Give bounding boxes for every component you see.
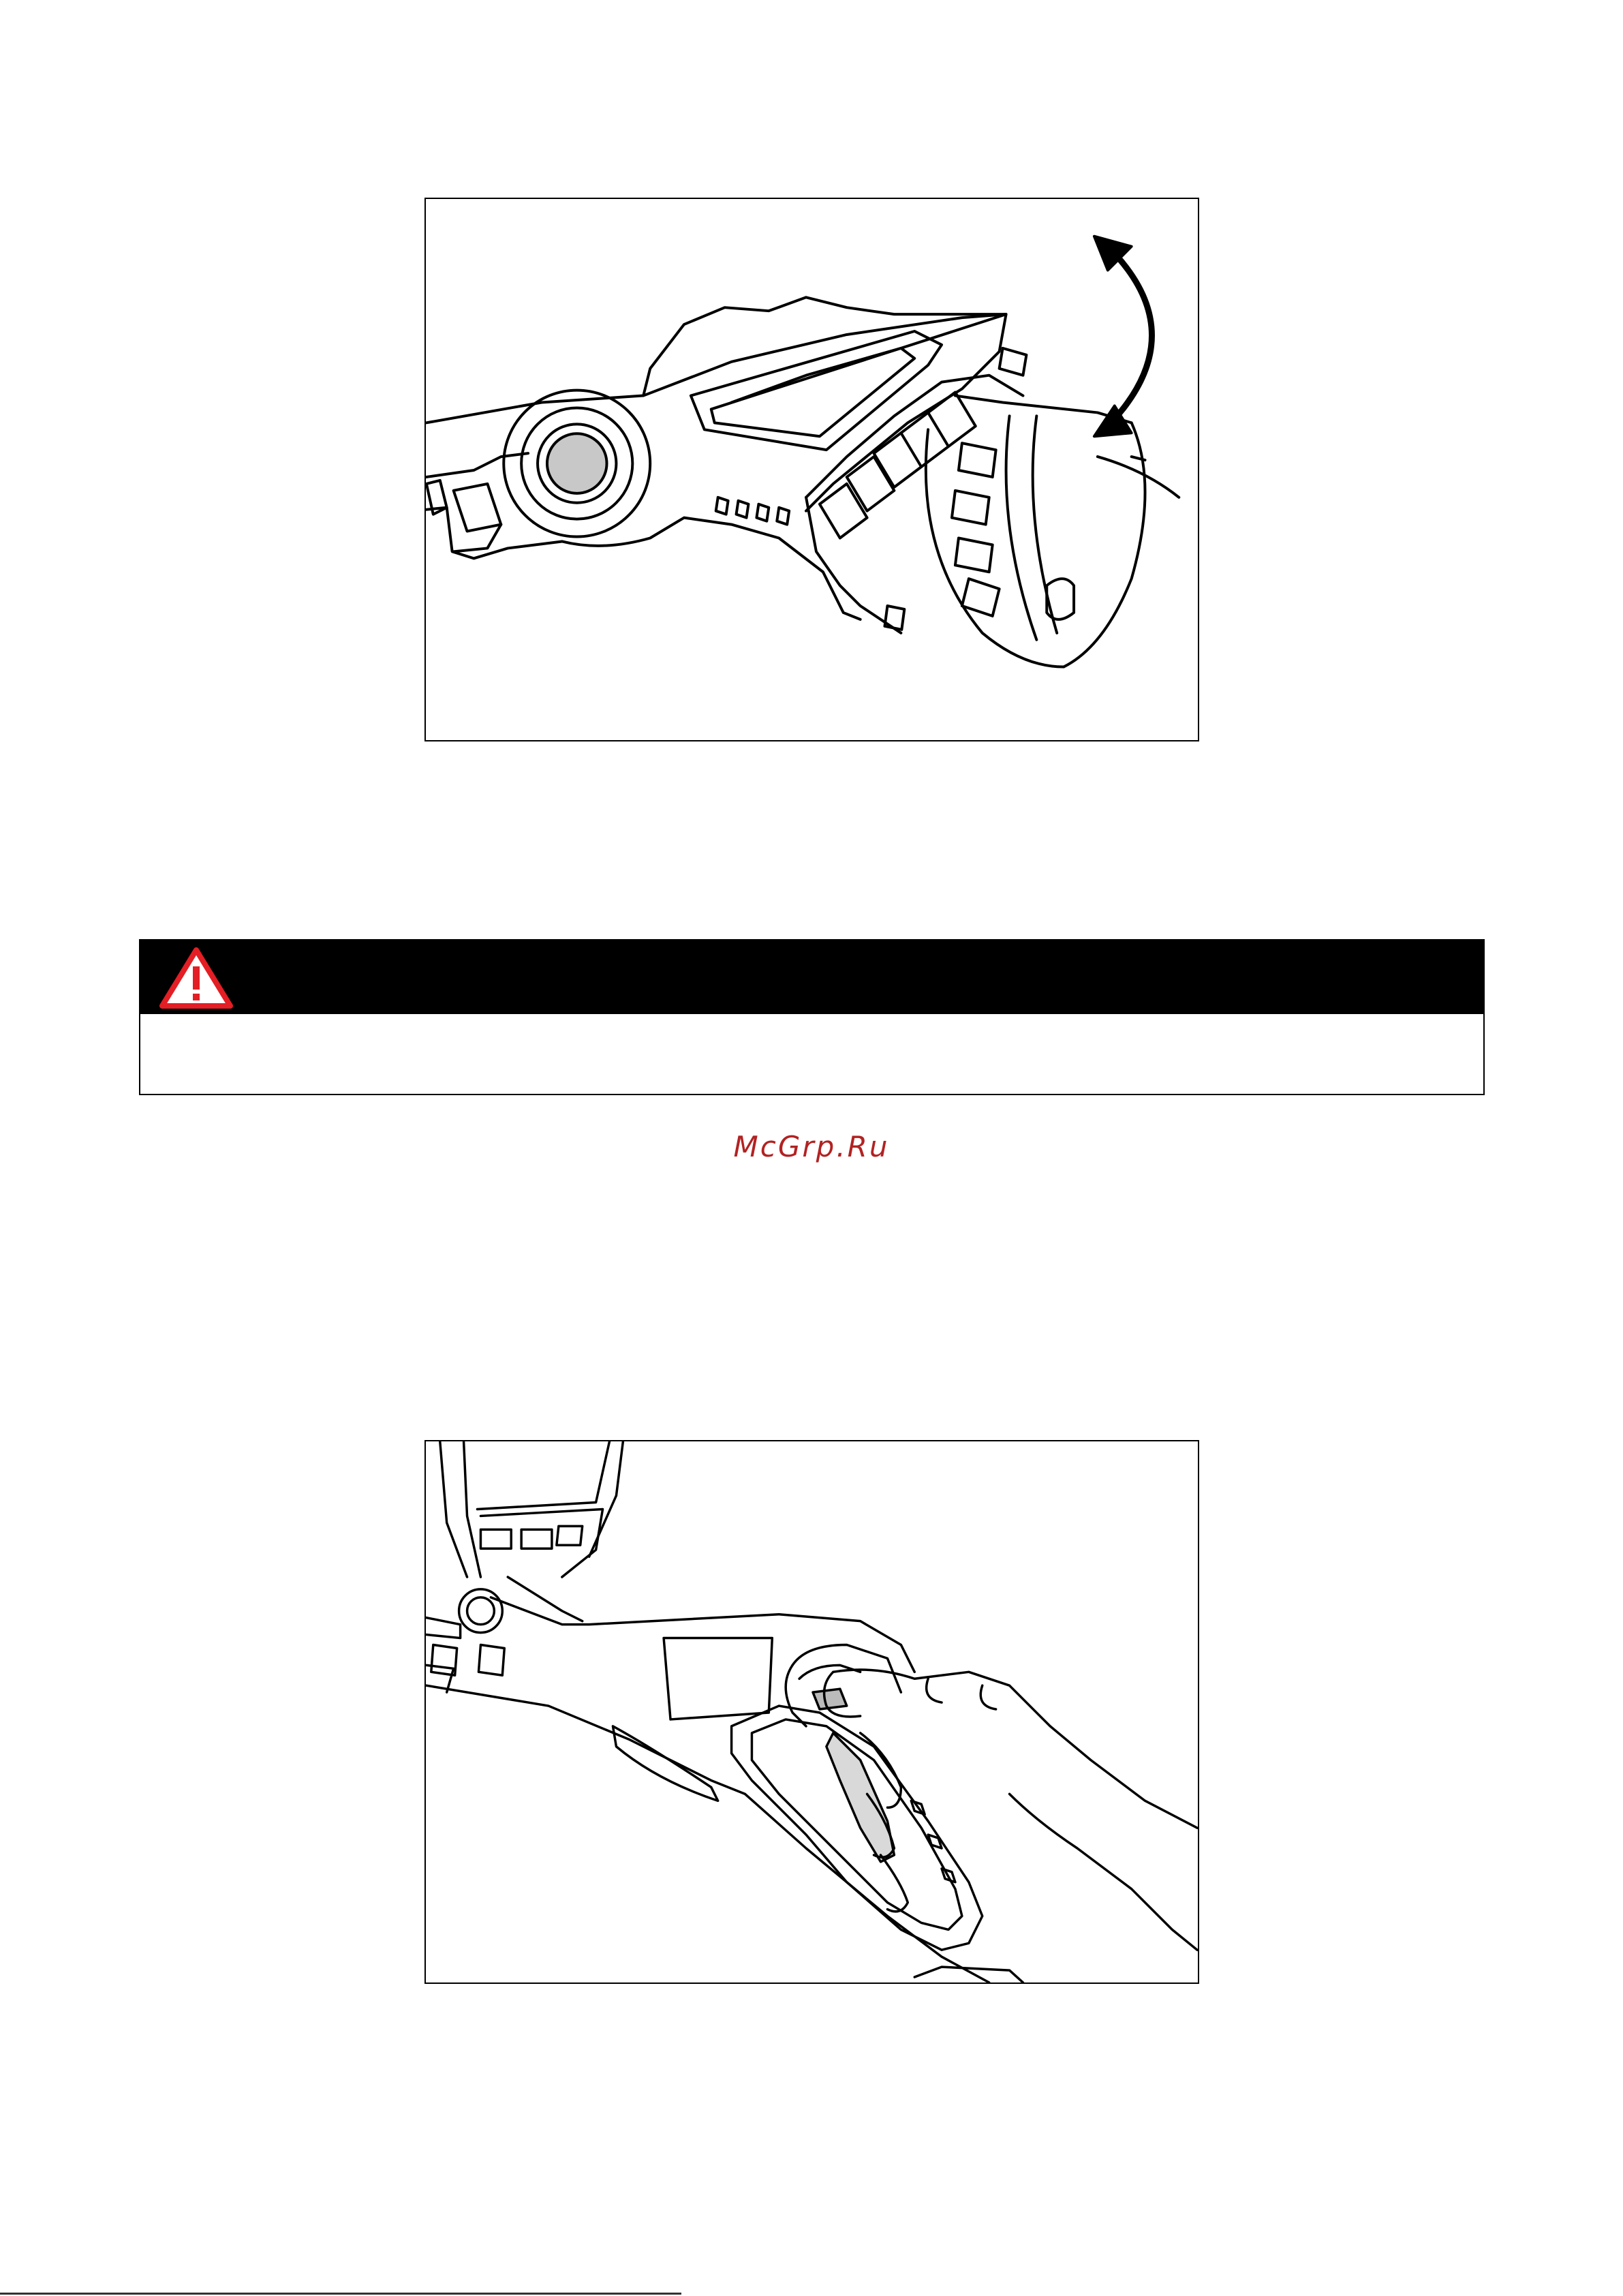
watermark: McGrp.Ru <box>733 1130 890 1163</box>
warning-box <box>139 939 1485 1095</box>
figure-tool-head-rotation <box>424 198 1199 741</box>
tool-body-illustration <box>427 297 1179 667</box>
warning-header-bar <box>140 940 1483 1014</box>
warning-body <box>161 1022 1463 1087</box>
warning-triangle-icon <box>158 946 234 1010</box>
rotation-arrow-icon <box>1094 236 1152 437</box>
figure-handle-grip <box>424 1440 1199 1984</box>
page-footer-rule <box>0 2293 681 2295</box>
handle-illustration <box>427 1441 1197 1983</box>
